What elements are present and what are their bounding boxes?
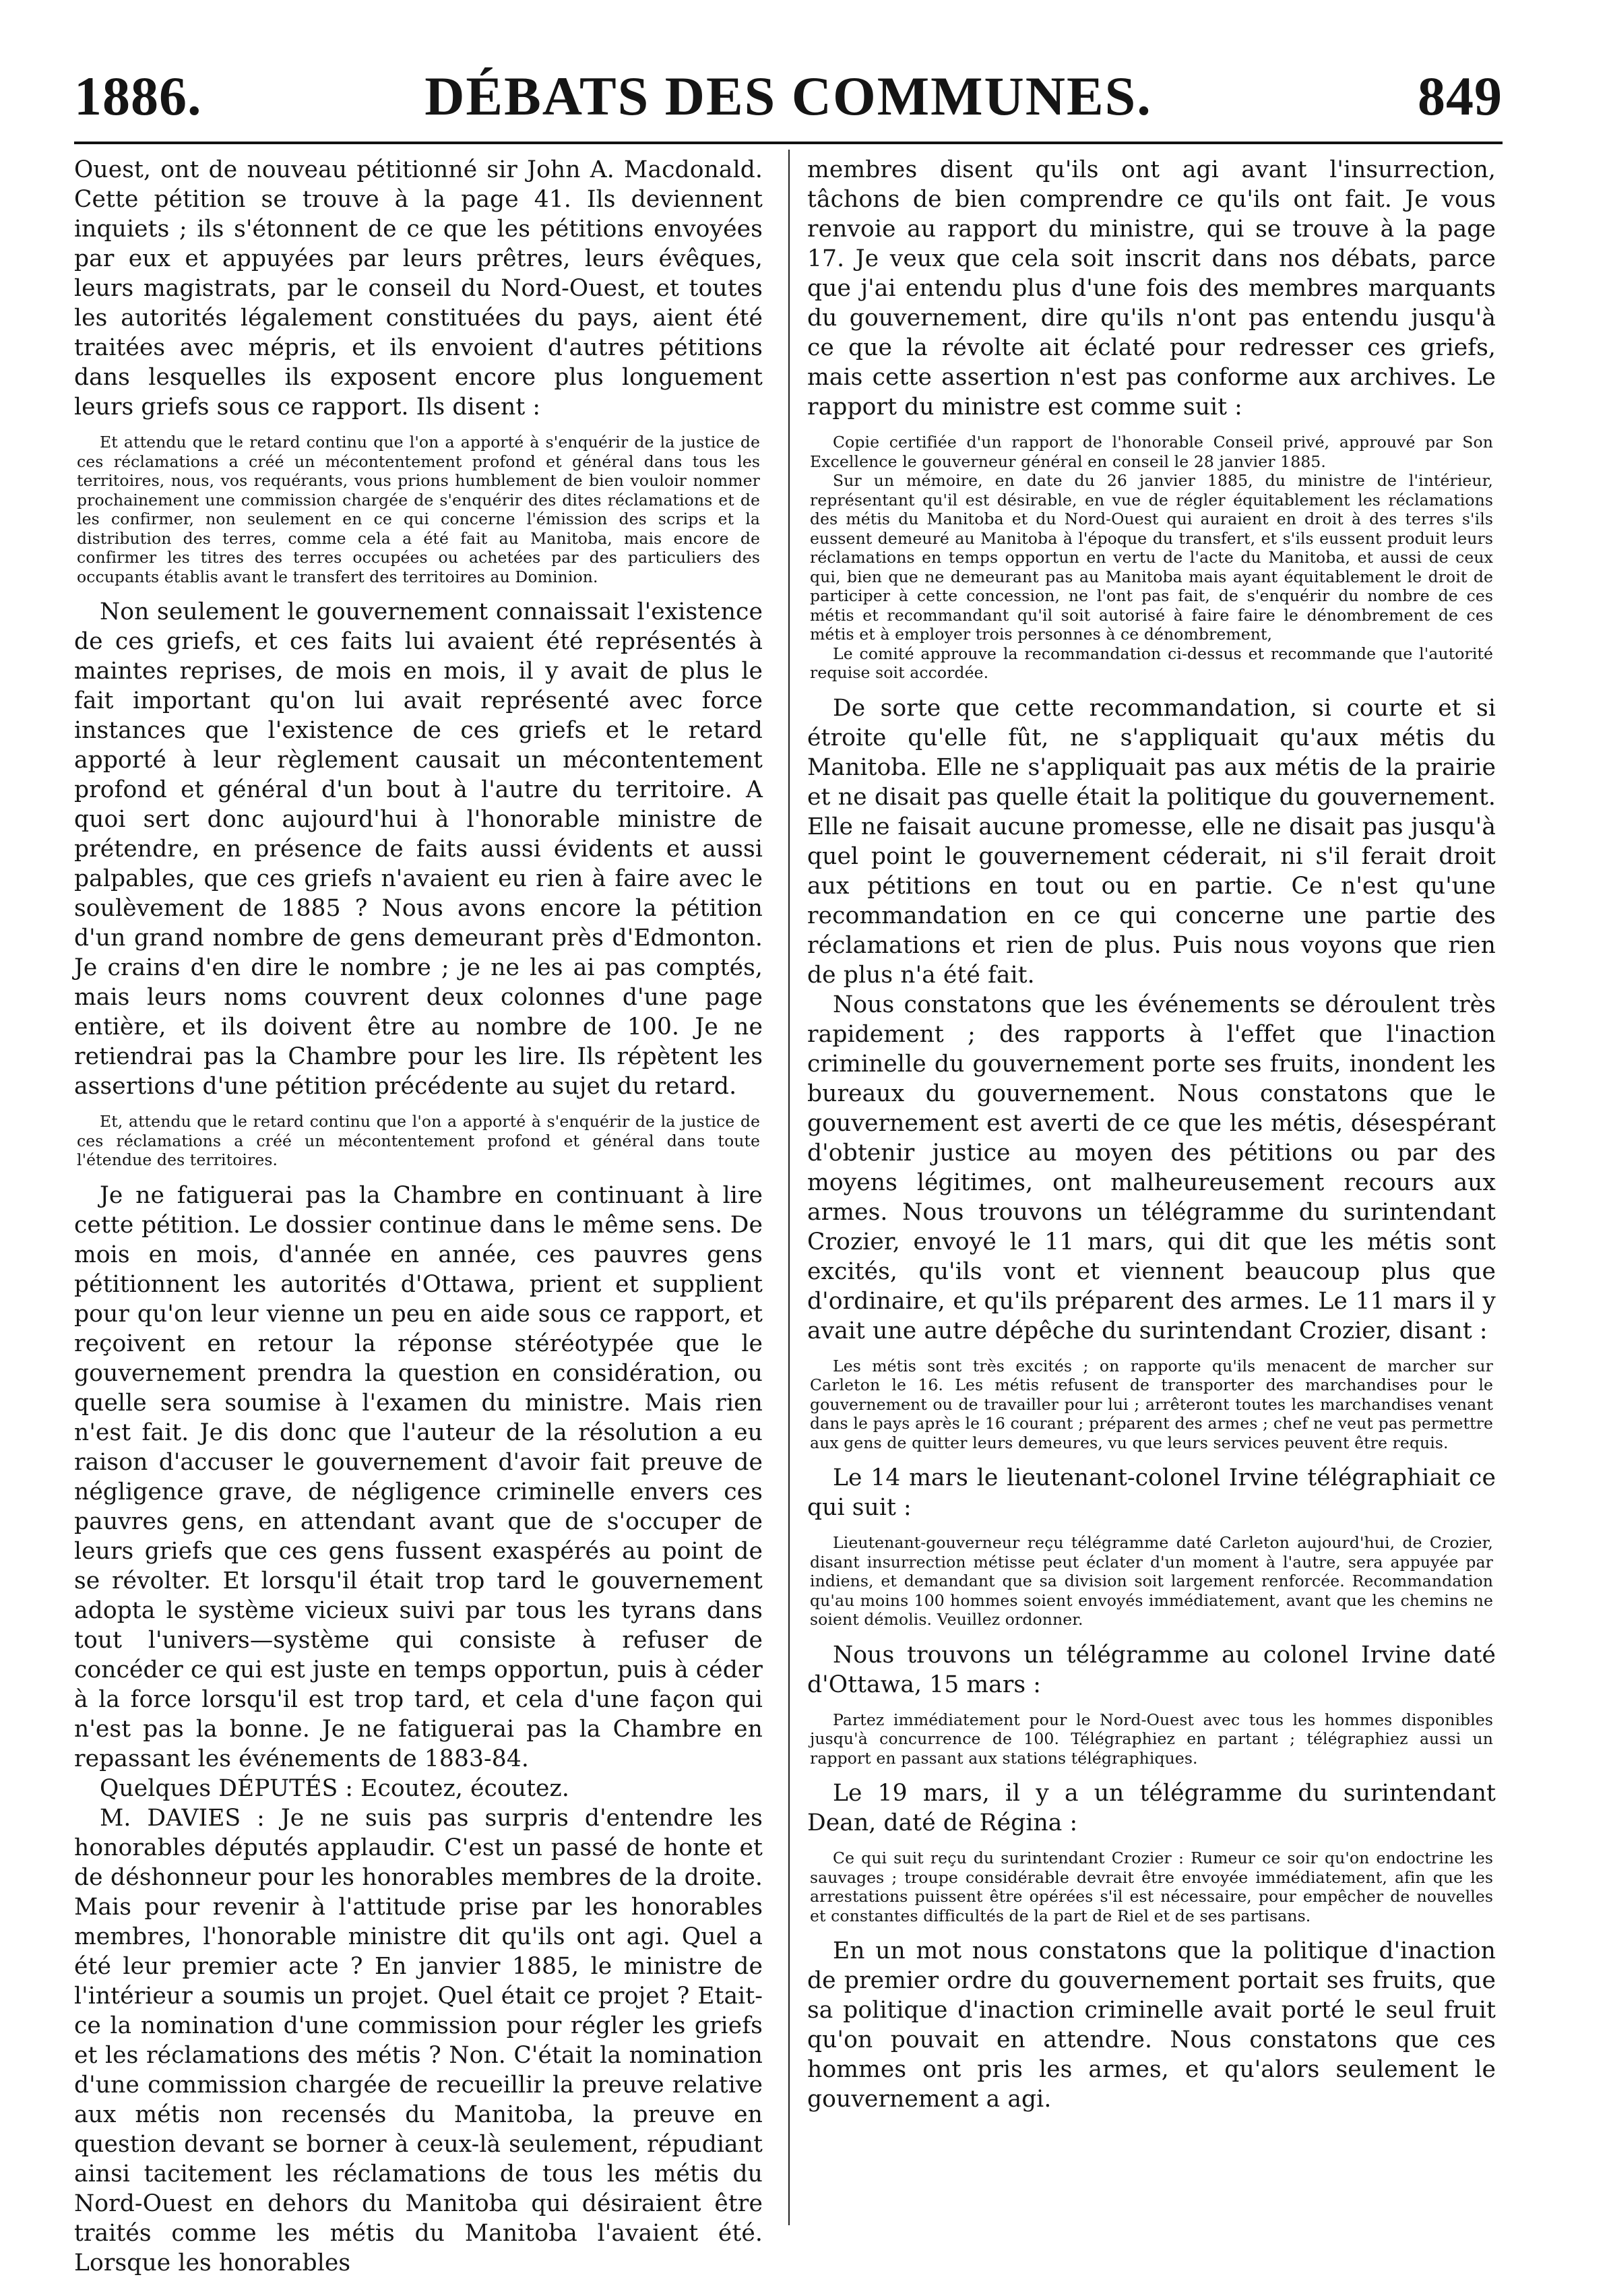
paragraph: Le 14 mars le lieutenant-colonel Irvine télégraphiait ce qui suit :: [807, 1464, 1496, 1521]
header-year: 1886.: [74, 65, 202, 127]
quoted-order-in-council: Sur un mémoire, en date du 26 janvier 1885, du ministre de l'intérieur, représentant qu'il est désirable, en vue de régler équitablement les réclamations des métis du Manitoba et du Nord-Ouest qui auraient en droit à des terres s'ils eussent demeuré au Manitoba à l'époque du transfert, et s'ils eussent produit leurs réclamations en temps opportun en vertu de l'acte du Manitoba, et aussi de ceux qui, bien que ne demeurant pas au Manitoba mais ayant équitablement le droit de participer à cette concession, ne l'ont pas fait, de s'enquérir du nombre de ces métis et recommandant qu'il soit autorisé à faire faire le dénombrement de ces métis et à employer trois personnes à ce dénombrement,: [810, 471, 1493, 644]
page-header: [74, 65, 1503, 139]
header-title: DÉBATS DES COMMUNES.: [424, 65, 1152, 127]
right-column: [807, 155, 1496, 2231]
column-divider: [788, 150, 790, 2225]
newspaper-page: [74, 0, 1503, 2296]
paragraph: De sorte que cette recommandation, si courte et si étroite qu'elle fût, ne s'appliquait qu'aux métis du Manitoba. Elle ne s'appliquait pas aux métis de la prairie et ne disait pas quelle était la politique du gouvernement. Elle ne faisait aucune promesse, elle ne disait pas jusqu'à quel point le gouvernement céderait, ni s'il ferait droit aux pétitions en tout ou en partie. Ce n'est qu'une recommandation en ce qui concerne une partie des réclamations et rien de plus. Puis nous voyons que rien de plus n'a été fait.: [807, 694, 1496, 989]
paragraph: Nous trouvons un télégramme au colonel Irvine daté d'Ottawa, 15 mars :: [807, 1641, 1496, 1698]
quoted-order-in-council: Le comité approuve la recommandation ci-dessus et recommande que l'autorité requise soit accordée.: [810, 644, 1493, 682]
quoted-telegram: Lieutenant-gouverneur reçu télégramme daté Carleton aujourd'hui, de Crozier, disant insurrection métisse peut éclater d'un moment à l'autre, sera appuyée par indiens, et demandant que sa division soit largement renforcée. Recommandation qu'au moins 100 hommes soient envoyés immédiatement, avant que les chemins ne soient démolis. Veuillez ordonner.: [810, 1533, 1493, 1629]
quoted-order-in-council: Copie certifiée d'un rapport de l'honorable Conseil privé, approuvé par Son Excellence le gouverneur général en conseil le 28 janvier 1885.: [810, 433, 1493, 471]
paragraph: Je ne fatiguerai pas la Chambre en continuant à lire cette pétition. Le dossier continue dans le même sens. De mois en mois, d'année en année, ces pauvres gens pétitionnent les autorités d'Ottawa, prient et supplient pour qu'on leur vienne un peu en aide sous ce rapport, et reçoivent en retour la réponse stéréotypée que le gouvernement prendra la question en considération, ou quelle sera soumise à l'examen du ministre. Mais rien n'est fait. Je dis donc que l'auteur de la résolution a eu raison d'accuser le gouvernement d'avoir fait preuve de négligence grave, de négligence criminelle envers ces pauvres gens, en attendant avant que de s'occuper de leurs griefs que ces gens fussent exaspérés au point de se révolter. Et lorsqu'il était trop tard le gouvernement adopta le système vicieux suivi par tous les tyrans dans tout l'univers—système qui consiste à refuser de concéder ce qui est juste en temps opportun, puis à céder à la force lorsqu'il est trop tard, et cela d'une façon qui n'est pas la bonne. Je ne fatiguerai pas la Chambre en repassant les événements de 1883-84.: [74, 1181, 763, 1772]
page-number: 849: [1418, 65, 1503, 127]
speaker-paragraph: M. DAVIES : Je ne suis pas surpris d'entendre les honorables députés applaudir. C'est un passé de honte et de déshonneur pour les honorables membres de la droite. Mais pour revenir à l'attitude prise par les honorables membres, l'honorable ministre dit qu'ils ont agi. Quel a été leur premier acte ? En janvier 1885, le ministre de l'intérieur a soumis un projet. Quel était ce projet ? Etait-ce la nomination d'une commission pour régler les griefs et les réclamations des métis ? Non. C'était la nomination d'une commission chargée de recueillir la preuve relative aux métis non recensés du Manitoba, la preuve en question devant se borner à ceux-là seulement, répudiant ainsi tacitement les réclamations de tous les métis du Nord-Ouest en dehors du Manitoba qui désiraient être traités comme les métis du Manitoba l'avaient été. Lorsque les honorables: [74, 1804, 763, 2276]
header-rule: [74, 142, 1503, 144]
paragraph: Le 19 mars, il y a un télégramme du surintendant Dean, daté de Régina :: [807, 1780, 1496, 1836]
quoted-telegram: Partez immédiatement pour le Nord-Ouest avec tous les hommes disponibles jusqu'à concurrence de 100. Télégraphiez en partant ; télégraphiez aussi un rapport en passant aux stations télégraphiques.: [810, 1710, 1493, 1768]
quoted-petition: Et attendu que le retard continu que l'on a apporté à s'enquérir de la justice de ces réclamations a créé un mécontentement profond et général dans tous les territoires, nous, vos requérants, vous prions humblement de bien vouloir nommer prochainement une commission chargée de s'enquérir des dites réclamations et de les confirmer, non seulement en ce qui concerne l'émission des scrips et la distribution des terres, comme cela a été fait au Manitoba, mais encore de confirmer les titres des terres occupées ou achetées par des particuliers des occupants établis avant le transfert des territoires au Dominion.: [77, 433, 760, 586]
interjection: Quelques DÉPUTÉS : Ecoutez, écoutez.: [100, 1774, 569, 1802]
quoted-telegram: Ce qui suit reçu du surintendant Crozier : Rumeur ce soir qu'on endoctrine les sauvages ; troupe considérable devrait être envoyée immédiatement, afin que les arrestations puissent être opérées s'il est nécessaire, pour empêcher de nouvelles et constantes difficultés de la part de Riel et de ses partisans.: [810, 1849, 1493, 1925]
paragraph: Ouest, ont de nouveau pétitionné sir John A. Macdonald. Cette pétition se trouve à la page 41. Ils deviennent inquiets ; ils s'étonnent de ce que les pétitions envoyées par eux et appuyées par leurs prêtres, leurs évêques, leurs magistrats, par le conseil du Nord-Ouest, et toutes les autorités légalement constituées du pays, aient été traitées avec mépris, et ils envoient d'autres pétitions dans lesquelles ils exposent encore plus longuement leurs griefs sous ce rapport. Ils disent :: [74, 156, 763, 421]
quoted-petition: Et, attendu que le retard continu que l'on a apporté à s'enquérir de la justice de ces réclamations a créé un mécontentement profond et général dans toute l'étendue des territoires.: [77, 1112, 760, 1169]
left-column: [74, 155, 763, 2276]
paragraph: Nous constatons que les événements se déroulent très rapidement ; des rapports à l'effet que l'inaction criminelle du gouvernement porte ses fruits, inondent les bureaux du gouvernement. Nous constatons que le gouvernement est averti de ce que les métis, désespérant d'obtenir justice au moyen des pétitions ou par des moyens légitimes, ont malheureusement recours aux armes. Nous trouvons un télégramme du surintendant Crozier, envoyé le 11 mars, qui dit que les métis sont excités, qu'ils vont et viennent beaucoup plus que d'ordinaire, et qu'ils préparent des armes. Le 11 mars il y avait une autre dépêche du surintendant Crozier, disant :: [807, 991, 1496, 1344]
paragraph: Non seulement le gouvernement connaissait l'existence de ces griefs, et ces faits lui avaient été représentés à maintes reprises, de mois en mois, il y avait de plus le fait important qu'on lui avait représenté avec force instances que l'existence de ces griefs et le retard apporté à leur règlement causait un mécontentement profond et général d'un bout à l'autre du territoire. A quoi sert donc aujourd'hui à l'honorable ministre de prétendre, en présence de faits aussi évidents et aussi palpables, que ces griefs n'avaient eu rien à faire avec le soulèvement de 1885 ? Nous avons encore la pétition d'un grand nombre de gens demeurant près d'Edmonton. Je crains d'en dire le nombre ; je ne les ai pas comptés, mais leurs noms couvrent deux colonnes d'une page entière, et ils doivent être au nombre de 100. Je ne retiendrai pas la Chambre pour les lire. Ils répètent les assertions d'une pétition précédente au sujet du retard.: [74, 598, 763, 1100]
paragraph: membres disent qu'ils ont agi avant l'insurrection, tâchons de bien comprendre ce qu'ils ont fait. Je vous renvoie au rapport du ministre, qui se trouve à la page 17. Je veux que cela soit inscrit dans nos débats, parce que j'ai entendu plus d'une fois des membres marquants du gouvernement, dire qu'ils n'ont pas entendu jusqu'à ce que la révolte ait éclaté pour redresser ces griefs, mais cette assertion n'est pas conforme aux archives. Le rapport du ministre est comme suit :: [807, 156, 1496, 421]
quoted-telegram: Les métis sont très excités ; on rapporte qu'ils menacent de marcher sur Carleton le 16. Les métis refusent de transporter des marchandises pour le gouvernement ou de travailler pour lui ; arrêteront toutes les marchandises venant dans le pays après le 16 courant ; préparent des armes ; chef ne veut pas permettre aux gens de quitter leurs demeures, vu que leurs services peuvent être requis.: [810, 1356, 1493, 1452]
paragraph: En un mot nous constatons que la politique d'inaction de premier ordre du gouvernement portait ses fruits, que sa politique d'inaction criminelle avait porté le seul fruit qu'on pouvait en attendre. Nous constatons que ces hommes ont pris les armes, et qu'alors seulement le gouvernement a agi.: [807, 1937, 1496, 2113]
